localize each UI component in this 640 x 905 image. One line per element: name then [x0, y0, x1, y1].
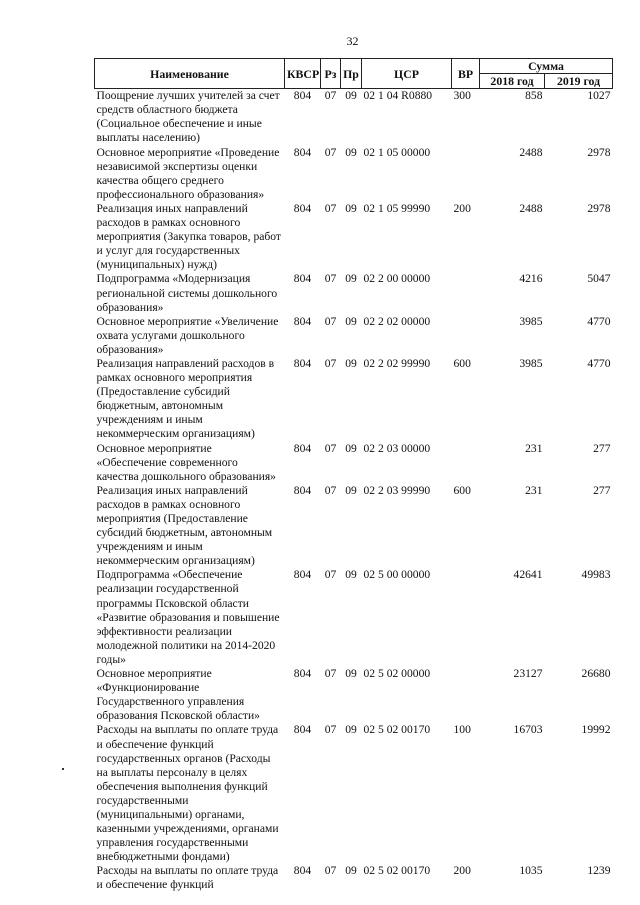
row-name: Основное мероприятие «Функционирование Государственного управления образования Псковской области»: [96, 667, 260, 723]
row-pr: 09: [345, 272, 357, 286]
header-sum: Сумма: [480, 59, 613, 74]
row-sum-2018: 42641: [513, 568, 543, 582]
row-kvsr: 804: [293, 89, 312, 103]
row-csr: 02 5 02 00170: [363, 864, 431, 878]
scan-mark: [62, 768, 64, 770]
header-year-2018: 2018 год: [480, 74, 545, 89]
row-rz: 07: [324, 145, 337, 159]
row-sum-2018: 16703: [513, 723, 543, 737]
row-vr: [452, 442, 480, 484]
row-vr: [452, 315, 480, 357]
row-name: Расходы на выплаты по оплате труда и обеспечение функций: [96, 864, 279, 892]
row-vr: 300: [453, 89, 471, 103]
row-csr: 02 1 05 00000: [363, 145, 431, 159]
row-sum-2019: 26680: [581, 667, 611, 681]
table-row: [95, 89, 613, 146]
row-rz: 07: [324, 723, 337, 737]
row-sum-2018: 231: [525, 483, 543, 497]
row-vr: [452, 272, 480, 314]
row-kvsr: 804: [293, 145, 312, 159]
header-name: Наименование: [95, 59, 285, 89]
row-vr: 200: [453, 201, 471, 215]
row-pr: 09: [345, 864, 357, 878]
row-csr: 02 2 03 00000: [363, 441, 431, 455]
header-year-2019: 2019 год: [545, 74, 613, 89]
row-name: Реализация иных направлений расходов в рамках основного мероприятия (Предоставление субсидий бюджетным, автономным учреждениям и иным некоммерческим организациям): [96, 483, 273, 568]
row-pr: 09: [345, 483, 357, 497]
row-sum-2019: 4770: [587, 356, 611, 370]
row-csr: 02 2 03 99990: [363, 483, 431, 497]
row-csr: 02 1 04 R0880: [363, 89, 433, 103]
row-sum-2019: 277: [593, 441, 611, 455]
row-csr: 02 5 02 00000: [363, 667, 431, 681]
row-rz: 07: [324, 314, 337, 328]
header-rz: Рз: [321, 59, 341, 89]
row-sum-2018: 1035: [519, 864, 543, 878]
row-sum-2019: 49983: [581, 568, 611, 582]
row-sum-2019: 277: [593, 483, 611, 497]
row-rz: 07: [324, 483, 337, 497]
row-vr: 100: [453, 723, 471, 737]
row-sum-2018: 3985: [519, 314, 543, 328]
table-row: [95, 272, 613, 314]
table-row: [95, 315, 613, 357]
row-kvsr: 804: [293, 441, 312, 455]
row-sum-2019: 2978: [587, 145, 611, 159]
row-sum-2019: 1027: [587, 89, 611, 103]
row-name: Основное мероприятие «Увеличение охвата услугами дошкольного образования»: [96, 314, 279, 356]
table-row: [95, 442, 613, 484]
row-vr: 600: [453, 483, 471, 497]
row-sum-2019: 5047: [587, 272, 611, 286]
row-name: Реализация иных направлений расходов в рамках основного мероприятия (Закупка товаров, работ и услуг для государственных (муниципальных) нужд): [96, 201, 281, 272]
row-rz: 07: [324, 272, 337, 286]
row-pr: 09: [345, 145, 357, 159]
row-name: Поощрение лучших учителей за счет средств областного бюджета (Социальное обеспечение и иные выплаты населению): [96, 89, 280, 145]
row-rz: 07: [324, 864, 337, 878]
table-row: [95, 357, 613, 442]
row-vr: 600: [453, 356, 471, 370]
row-pr: 09: [345, 667, 357, 681]
row-sum-2019: 19992: [581, 723, 611, 737]
row-kvsr: 804: [293, 314, 312, 328]
header-vr: ВР: [452, 59, 480, 89]
row-name: Расходы на выплаты по оплате труда и обеспечение функций государственных органов (Расходы на выплаты персоналу в целях обеспечения выполнения функций государственными (муниципальными) органами, казенными учреждениями, органами управления государственными внебюджетными фондами): [96, 723, 279, 864]
row-name: Основное мероприятие «Обеспечение современного качества дошкольного образования»: [96, 441, 276, 483]
row-kvsr: 804: [293, 201, 312, 215]
header-pr: Пр: [341, 59, 362, 89]
row-sum-2019: 1239: [587, 864, 611, 878]
row-pr: 09: [345, 568, 357, 582]
row-pr: 09: [345, 441, 357, 455]
row-rz: 07: [324, 667, 337, 681]
row-rz: 07: [324, 89, 337, 103]
row-csr: 02 2 00 00000: [363, 272, 431, 286]
row-sum-2018: 231: [525, 441, 543, 455]
table-row: [95, 202, 613, 272]
table-row: [95, 484, 613, 569]
budget-table: [94, 58, 613, 893]
table-row: [95, 568, 613, 667]
row-vr: [452, 146, 480, 202]
row-vr: [452, 568, 480, 667]
table-row: [95, 864, 613, 892]
row-kvsr: 804: [293, 667, 312, 681]
row-kvsr: 804: [293, 483, 312, 497]
row-rz: 07: [324, 201, 337, 215]
row-pr: 09: [345, 314, 357, 328]
row-pr: 09: [345, 723, 357, 737]
row-csr: 02 2 02 00000: [363, 314, 431, 328]
table-body: [95, 89, 613, 893]
header-csr: ЦСР: [362, 59, 452, 89]
row-name: Основное мероприятие «Проведение независимой экспертизы оценки качества общего среднего профессионального образования»: [96, 145, 280, 201]
row-sum-2018: 23127: [513, 667, 543, 681]
row-sum-2018: 2488: [519, 145, 543, 159]
row-kvsr: 804: [293, 272, 312, 286]
row-kvsr: 804: [293, 723, 312, 737]
row-csr: 02 5 02 00170: [363, 723, 431, 737]
row-vr: [452, 667, 480, 723]
row-kvsr: 804: [293, 356, 312, 370]
row-name: Подпрограмма «Обеспечение реализации государственной программы Псковской области «Развитие образования и повышение эффективности реализации молодежной политики на 2014-2020 годы»: [96, 568, 280, 666]
row-rz: 07: [324, 441, 337, 455]
row-name: Подпрограмма «Модернизация региональной системы дошкольного образования»: [96, 272, 278, 314]
row-sum-2019: 2978: [587, 201, 611, 215]
header-kvsr: КВСР: [285, 59, 321, 89]
table-header: [95, 59, 613, 89]
table-row: [95, 667, 613, 723]
row-pr: 09: [345, 356, 357, 370]
row-sum-2018: 3985: [519, 356, 543, 370]
row-sum-2019: 4770: [587, 314, 611, 328]
row-kvsr: 804: [293, 568, 312, 582]
row-kvsr: 804: [293, 864, 312, 878]
row-rz: 07: [324, 568, 337, 582]
row-pr: 09: [345, 201, 357, 215]
table-row: [95, 146, 613, 202]
page-number: 32: [346, 34, 359, 48]
row-name: Реализация направлений расходов в рамках основного мероприятия (Предоставление субсидий бюджетным, автономным учреждениям и иным некоммерческим организациям): [96, 356, 275, 441]
row-sum-2018: 2488: [519, 201, 543, 215]
row-rz: 07: [324, 356, 337, 370]
row-csr: 02 5 00 00000: [363, 568, 431, 582]
row-csr: 02 2 02 99990: [363, 356, 431, 370]
row-csr: 02 1 05 99990: [363, 201, 431, 215]
table-row: [95, 723, 613, 864]
row-pr: 09: [345, 89, 357, 103]
row-sum-2018: 4216: [519, 272, 543, 286]
row-sum-2018: 858: [525, 89, 543, 103]
row-vr: 200: [453, 864, 471, 878]
